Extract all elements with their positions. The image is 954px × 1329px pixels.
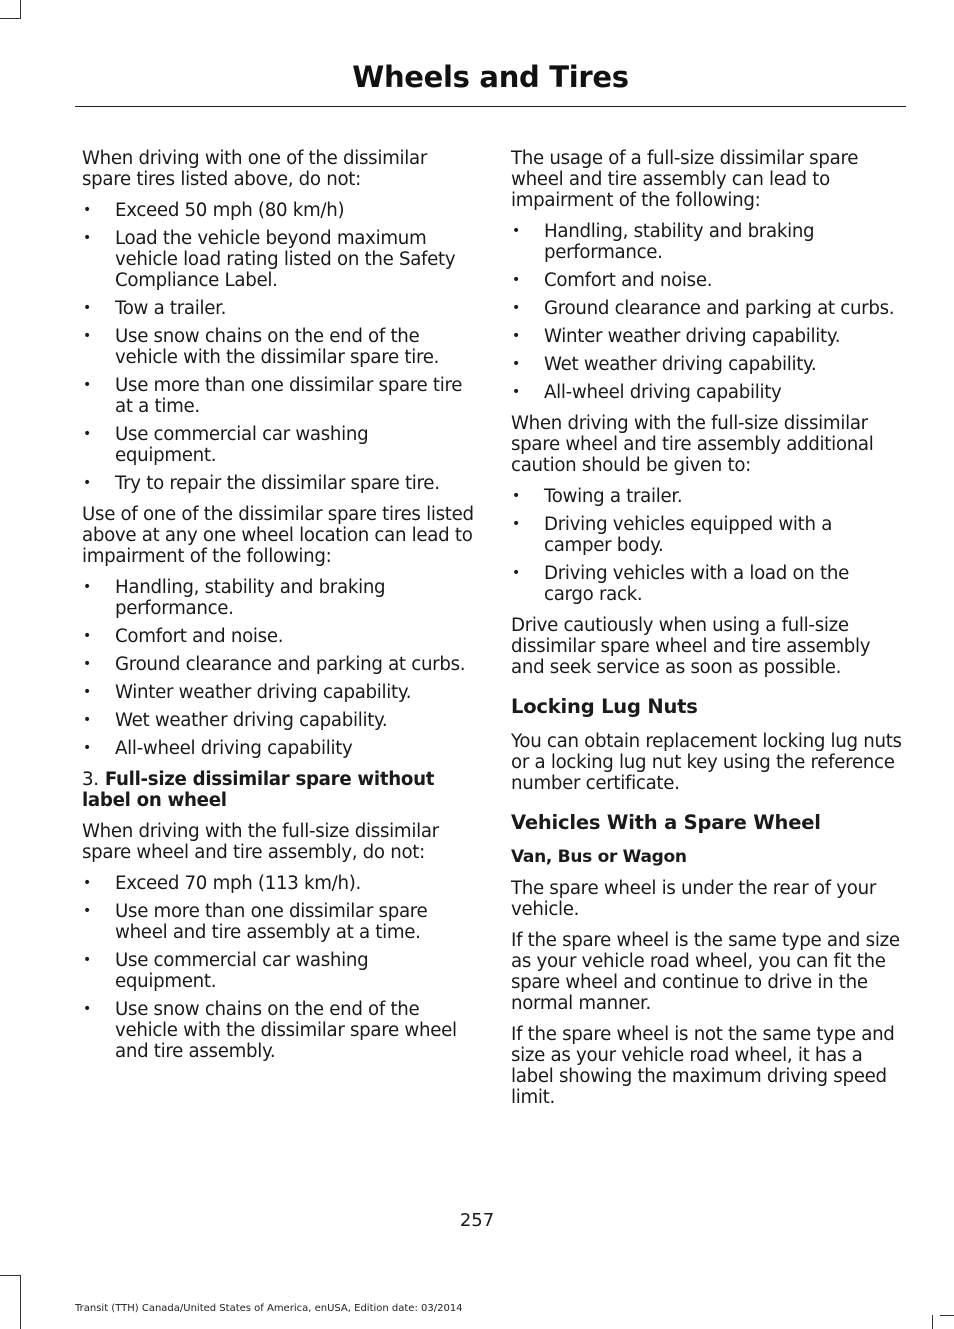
left-paragraph-2: Use of one of the dissimilar spare tires listed above at any one wheel location can lead to impairment of the following:	[82, 504, 474, 567]
list-item: • Ground clearance and parking at curbs.	[512, 298, 895, 319]
right-intro: The usage of a full-size dissimilar spare wheel and tire assembly can lead to impairment of the following:	[511, 148, 859, 211]
right-list-2	[511, 486, 903, 605]
bullet-icon: •	[512, 565, 520, 581]
list-item: • Use commercial car washing equipment.	[83, 950, 369, 992]
list-item: • Comfort and noise.	[512, 270, 713, 291]
list-item: • Use more than one dissimilar spare tire at a time.	[83, 375, 463, 417]
bullet-icon: •	[83, 684, 91, 700]
crop-mark	[0, 18, 20, 19]
list-item: • Exceed 70 mph (113 km/h).	[83, 873, 362, 894]
left-list-2	[82, 577, 474, 759]
list-item: • Winter weather driving capability.	[512, 326, 841, 347]
crop-mark	[940, 1315, 954, 1316]
spare-wheel-text-2: If the spare wheel is the same type and size as your vehicle road wheel, you can fit the spare wheel and continue to drive in the normal manner.	[511, 930, 900, 1014]
left-list-1	[82, 200, 474, 494]
bullet-icon: •	[83, 712, 91, 728]
bullet-icon: •	[83, 875, 91, 891]
subsection-number: 3.	[82, 769, 99, 790]
bullet-icon: •	[512, 488, 520, 504]
left-intro: When driving with one of the dissimilar spare tires listed above, do not:	[82, 148, 428, 190]
spare-wheel-text-1: The spare wheel is under the rear of your vehicle.	[511, 878, 877, 920]
list-item: • Use more than one dissimilar spare wheel and tire assembly at a time.	[83, 901, 428, 943]
page-number: 257	[459, 1210, 495, 1231]
bullet-icon: •	[83, 740, 91, 756]
bullet-icon: •	[83, 903, 91, 919]
bullet-icon: •	[512, 223, 520, 239]
list-item: • Tow a trailer.	[83, 298, 227, 319]
list-item: • Use snow chains on the end of the vehicle with the dissimilar spare tire.	[83, 326, 440, 368]
list-item: • Use commercial car washing equipment.	[83, 424, 369, 466]
section-heading-locking-lug-nuts: Locking Lug Nuts	[511, 695, 698, 718]
bullet-icon: •	[512, 272, 520, 288]
bullet-icon: •	[83, 202, 91, 218]
right-column	[511, 148, 903, 1118]
left-column	[82, 148, 474, 1072]
crop-mark	[20, 0, 21, 19]
right-paragraph-3: Drive cautiously when using a full-size dissimilar spare wheel and tire assembly and seek service as soon as possible.	[511, 615, 871, 678]
list-item: • All-wheel driving capability	[83, 738, 353, 759]
footer-edition: Transit (TTH) Canada/United States of America, enUSA, Edition date: 03/2014	[75, 1303, 463, 1314]
list-item: • Handling, stability and braking performance.	[512, 221, 815, 263]
bullet-icon: •	[83, 300, 91, 316]
bullet-icon: •	[83, 579, 91, 595]
list-item: • Wet weather driving capability.	[83, 710, 388, 731]
list-item: • Driving vehicles with a load on the cargo rack.	[512, 563, 849, 605]
list-item: • Driving vehicles equipped with a camper body.	[512, 514, 833, 556]
list-item: • Use snow chains on the end of the vehicle with the dissimilar spare wheel and tire assembly.	[83, 999, 457, 1062]
right-paragraph-2: When driving with the full-size dissimilar spare wheel and tire assembly additional caution should be given to:	[511, 413, 874, 476]
locking-lug-nuts-text: You can obtain replacement locking lug nuts or a locking lug nut key using the reference number certificate.	[511, 731, 902, 794]
bullet-icon: •	[83, 475, 91, 491]
list-item: • Comfort and noise.	[83, 626, 284, 647]
crop-mark	[932, 1315, 933, 1329]
spare-wheel-text-3: If the spare wheel is not the same type and size as your vehicle road wheel, it has a label showing the maximum driving speed limit.	[511, 1024, 895, 1108]
subsection-title: Full-size dissimilar spare without label on wheel	[82, 769, 435, 811]
list-item: • All-wheel driving capability	[512, 382, 782, 403]
right-list-1	[511, 221, 903, 403]
section-heading-spare-wheel: Vehicles With a Spare Wheel	[511, 811, 821, 834]
header-divider	[75, 106, 906, 107]
bullet-icon: •	[83, 656, 91, 672]
list-item: • Handling, stability and braking performance.	[83, 577, 386, 619]
bullet-icon: •	[83, 230, 91, 246]
list-item: • Try to repair the dissimilar spare tire.	[83, 473, 440, 494]
subheading-van-bus-wagon: Van, Bus or Wagon	[511, 847, 687, 867]
subsection-heading	[82, 769, 474, 811]
bullet-icon: •	[512, 328, 520, 344]
left-paragraph-3: When driving with the full-size dissimilar spare wheel and tire assembly, do not:	[82, 821, 439, 863]
list-item: • Winter weather driving capability.	[83, 682, 412, 703]
list-item: • Ground clearance and parking at curbs.	[83, 654, 466, 675]
bullet-icon: •	[512, 384, 520, 400]
bullet-icon: •	[83, 426, 91, 442]
bullet-icon: •	[512, 356, 520, 372]
crop-mark	[0, 1275, 20, 1276]
crop-mark	[20, 1275, 21, 1329]
bullet-icon: •	[512, 300, 520, 316]
bullet-icon: •	[83, 952, 91, 968]
bullet-icon: •	[512, 516, 520, 532]
list-item: • Towing a trailer.	[512, 486, 683, 507]
list-item: • Exceed 50 mph (80 km/h)	[83, 200, 345, 221]
list-item: • Load the vehicle beyond maximum vehicle load rating listed on the Safety Compliance Label.	[83, 228, 456, 291]
list-item: • Wet weather driving capability.	[512, 354, 817, 375]
bullet-icon: •	[83, 628, 91, 644]
bullet-icon: •	[83, 328, 91, 344]
bullet-icon: •	[83, 1001, 91, 1017]
page-title: Wheels and Tires	[352, 60, 629, 94]
bullet-icon: •	[83, 377, 91, 393]
left-list-3	[82, 873, 474, 1062]
